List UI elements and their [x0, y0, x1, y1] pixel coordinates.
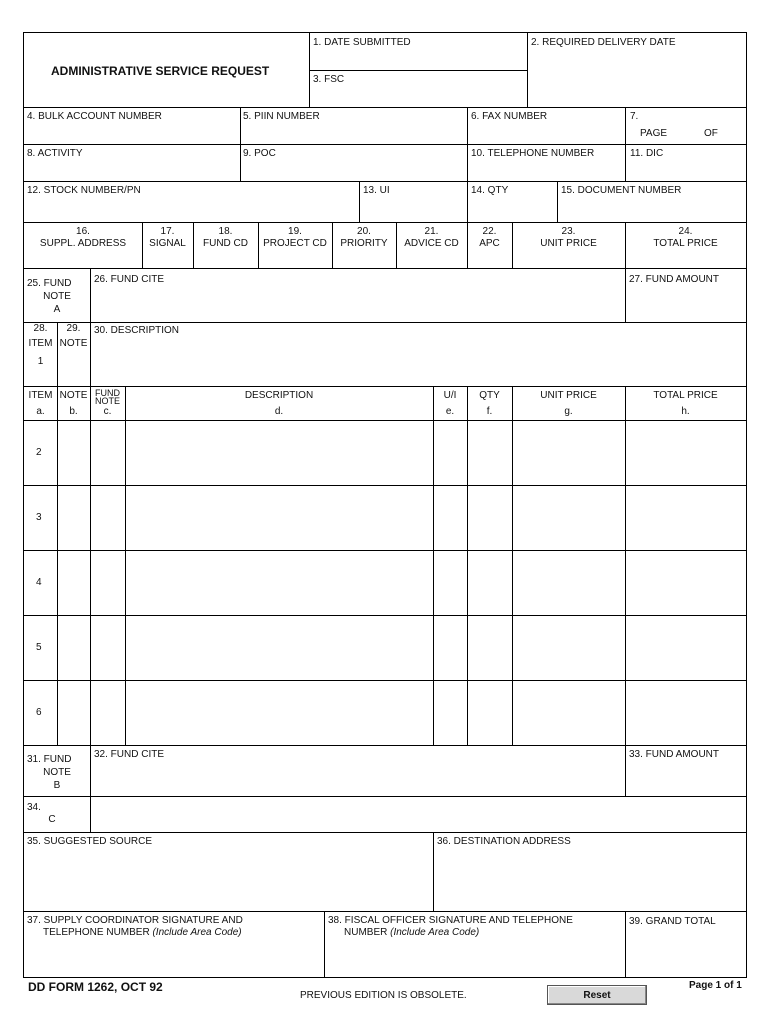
- apc-label: APC: [479, 238, 500, 249]
- page-number-label: 7.: [630, 111, 639, 122]
- fiscal-officer-area-code: (Include Area Code): [390, 927, 480, 938]
- col-total-price-sub: h.: [681, 406, 690, 417]
- dic-label: 11. DIC: [630, 148, 664, 159]
- apc-num: 22.: [482, 226, 497, 237]
- telephone-number-label: 10. TELEPHONE NUMBER: [471, 148, 595, 159]
- grand-total-field[interactable]: [627, 931, 744, 975]
- suggested-source-label: 35. SUGGESTED SOURCE: [27, 836, 153, 847]
- unit-price-num: 23.: [561, 226, 576, 237]
- col-item: ITEM: [28, 390, 53, 401]
- telephone-number-field[interactable]: [469, 160, 623, 180]
- fund-note-b-label: 31. FUND: [27, 754, 72, 765]
- col-ui-sub: e.: [445, 406, 455, 417]
- item-num-label: 28.: [33, 323, 48, 334]
- poc-label: 9. POC: [243, 148, 276, 159]
- suggested-source-field[interactable]: [26, 850, 431, 909]
- fiscal-officer-label: 38. FISCAL OFFICER SIGNATURE AND TELEPHONE: [328, 915, 573, 926]
- form-frame: [23, 32, 747, 978]
- page-field[interactable]: [664, 125, 700, 141]
- form-title: ADMINISTRATIVE SERVICE REQUEST: [51, 64, 270, 78]
- fund-cd-num: 18.: [218, 226, 233, 237]
- col-qty-sub: f.: [486, 406, 493, 417]
- destination-address-label: 36. DESTINATION ADDRESS: [437, 836, 571, 847]
- qty-label: 14. QTY: [471, 185, 509, 196]
- edition-note: PREVIOUS EDITION IS OBSOLETE.: [300, 990, 467, 1001]
- fund-amount-label: 27. FUND AMOUNT: [629, 274, 720, 285]
- stock-number-field[interactable]: [26, 198, 357, 220]
- bulk-account-number-field[interactable]: [26, 123, 238, 143]
- project-cd-num: 19.: [288, 226, 302, 237]
- col-unit-price: UNIT PRICE: [540, 390, 597, 401]
- fund-note-a-label: 25. FUND: [27, 278, 72, 289]
- fund-cite-b-label: 32. FUND CITE: [94, 749, 165, 760]
- col-description: DESCRIPTION: [244, 390, 314, 401]
- note-num-label: 29.: [66, 323, 81, 334]
- date-submitted-label: 1. DATE SUBMITTED: [313, 37, 411, 48]
- fiscal-officer-label-2: [344, 927, 479, 938]
- fund-note-c-num: 34.: [27, 802, 41, 813]
- table-row-number: 2: [36, 447, 42, 458]
- piin-number-field[interactable]: [242, 123, 465, 143]
- fund-cd-label: FUND CD: [203, 238, 248, 249]
- advice-cd-num: 21.: [424, 226, 439, 237]
- item-label: ITEM: [28, 338, 53, 349]
- ui-field[interactable]: [361, 198, 465, 220]
- col-description-sub: d.: [274, 406, 284, 417]
- description-label: 30. DESCRIPTION: [94, 325, 180, 336]
- line-items-table[interactable]: [26, 422, 744, 743]
- activity-field[interactable]: [26, 160, 238, 180]
- signal-num: 17.: [160, 226, 175, 237]
- destination-address-field[interactable]: [435, 850, 744, 909]
- fund-note-c-letter: C: [48, 814, 56, 825]
- bulk-account-number-label: 4. BULK ACCOUNT NUMBER: [27, 111, 162, 122]
- fax-number-label: 6. FAX NUMBER: [471, 111, 548, 122]
- fund-amount-b-label: 33. FUND AMOUNT: [629, 749, 720, 760]
- page-indicator: Page 1 of 1: [689, 980, 742, 991]
- total-price-num: 24.: [678, 226, 693, 237]
- supply-coordinator-label-2: [43, 927, 242, 938]
- required-delivery-date-field[interactable]: [530, 49, 744, 105]
- required-delivery-date-label: 2. REQUIRED DELIVERY DATE: [531, 37, 676, 48]
- fiscal-officer-phone: NUMBER: [344, 927, 388, 938]
- fund-cite-c-field[interactable]: [92, 798, 744, 830]
- col-ui: U/I: [443, 390, 457, 401]
- fund-cite-label: 26. FUND CITE: [94, 274, 165, 285]
- col-fund: FUND: [95, 388, 120, 398]
- fsc-label: 3. FSC: [313, 74, 345, 85]
- priority-num: 20.: [357, 226, 371, 237]
- page-of-label: OF: [704, 128, 718, 139]
- description-field[interactable]: [92, 339, 744, 384]
- item-row-1: 1: [37, 356, 44, 367]
- date-submitted-field[interactable]: [312, 49, 524, 69]
- form-id: DD FORM 1262, OCT 92: [28, 980, 163, 994]
- col-note: NOTE: [59, 390, 88, 401]
- page-label: PAGE: [640, 128, 668, 139]
- priority-label: PRIORITY: [340, 238, 388, 249]
- supply-coordinator-area-code: (Include Area Code): [152, 927, 242, 938]
- ui-label: 13. UI: [363, 185, 390, 196]
- fsc-field[interactable]: [312, 85, 524, 105]
- document-number-field[interactable]: [559, 198, 744, 220]
- col-fund-sub: c.: [103, 406, 112, 417]
- fund-note-a-letter: A: [53, 304, 61, 315]
- supply-coordinator-field[interactable]: [26, 941, 322, 975]
- total-price-label: TOTAL PRICE: [653, 238, 718, 249]
- fiscal-officer-field[interactable]: [326, 941, 623, 975]
- poc-field[interactable]: [242, 160, 465, 180]
- dic-field[interactable]: [627, 160, 744, 180]
- col-unit-price-sub: g.: [564, 406, 573, 417]
- fund-note-a-note: NOTE: [43, 291, 71, 302]
- signal-label: SIGNAL: [149, 238, 186, 249]
- col-total-price: TOTAL PRICE: [653, 390, 718, 401]
- col-note-sub: b.: [69, 406, 78, 417]
- stock-number-label: 12. STOCK NUMBER/PN: [27, 185, 141, 196]
- suppl-address-label: SUPPL. ADDRESS: [39, 238, 127, 249]
- fund-amount-field[interactable]: [627, 287, 744, 320]
- table-row-number: 3: [36, 512, 42, 523]
- supply-coordinator-phone: TELEPHONE NUMBER: [43, 927, 150, 938]
- unit-price-label: UNIT PRICE: [540, 238, 597, 249]
- note-label: NOTE: [59, 338, 88, 349]
- advice-cd-label: ADVICE CD: [404, 238, 459, 249]
- col-fund-note: NOTE: [94, 396, 120, 406]
- supply-coordinator-label: 37. SUPPLY COORDINATOR SIGNATURE AND: [27, 915, 243, 926]
- activity-label: 8. ACTIVITY: [27, 148, 83, 159]
- fund-cite-b-field[interactable]: [92, 763, 623, 794]
- grand-total-label: 39. GRAND TOTAL: [629, 916, 716, 927]
- fax-number-field[interactable]: [469, 123, 623, 143]
- col-qty: QTY: [479, 390, 500, 401]
- col-item-sub: a.: [36, 406, 45, 417]
- fund-note-b-letter: B: [53, 780, 61, 791]
- project-cd-label: PROJECT CD: [263, 238, 327, 249]
- document-number-label: 15. DOCUMENT NUMBER: [561, 185, 682, 196]
- codes-row-fields[interactable]: [26, 251, 744, 267]
- reset-button[interactable]: Reset: [547, 985, 647, 1005]
- table-row-number: 5: [36, 642, 42, 653]
- table-row-number: 6: [36, 707, 42, 718]
- table-row-number: 4: [36, 577, 42, 588]
- fund-note-b-note: NOTE: [43, 767, 71, 778]
- qty-field[interactable]: [469, 198, 555, 220]
- fund-amount-b-field[interactable]: [627, 763, 744, 794]
- page-of-field[interactable]: [718, 125, 744, 141]
- suppl-address-num: 16.: [76, 226, 90, 237]
- fund-cite-field[interactable]: [92, 287, 623, 320]
- piin-number-label: 5. PIIN NUMBER: [243, 111, 320, 122]
